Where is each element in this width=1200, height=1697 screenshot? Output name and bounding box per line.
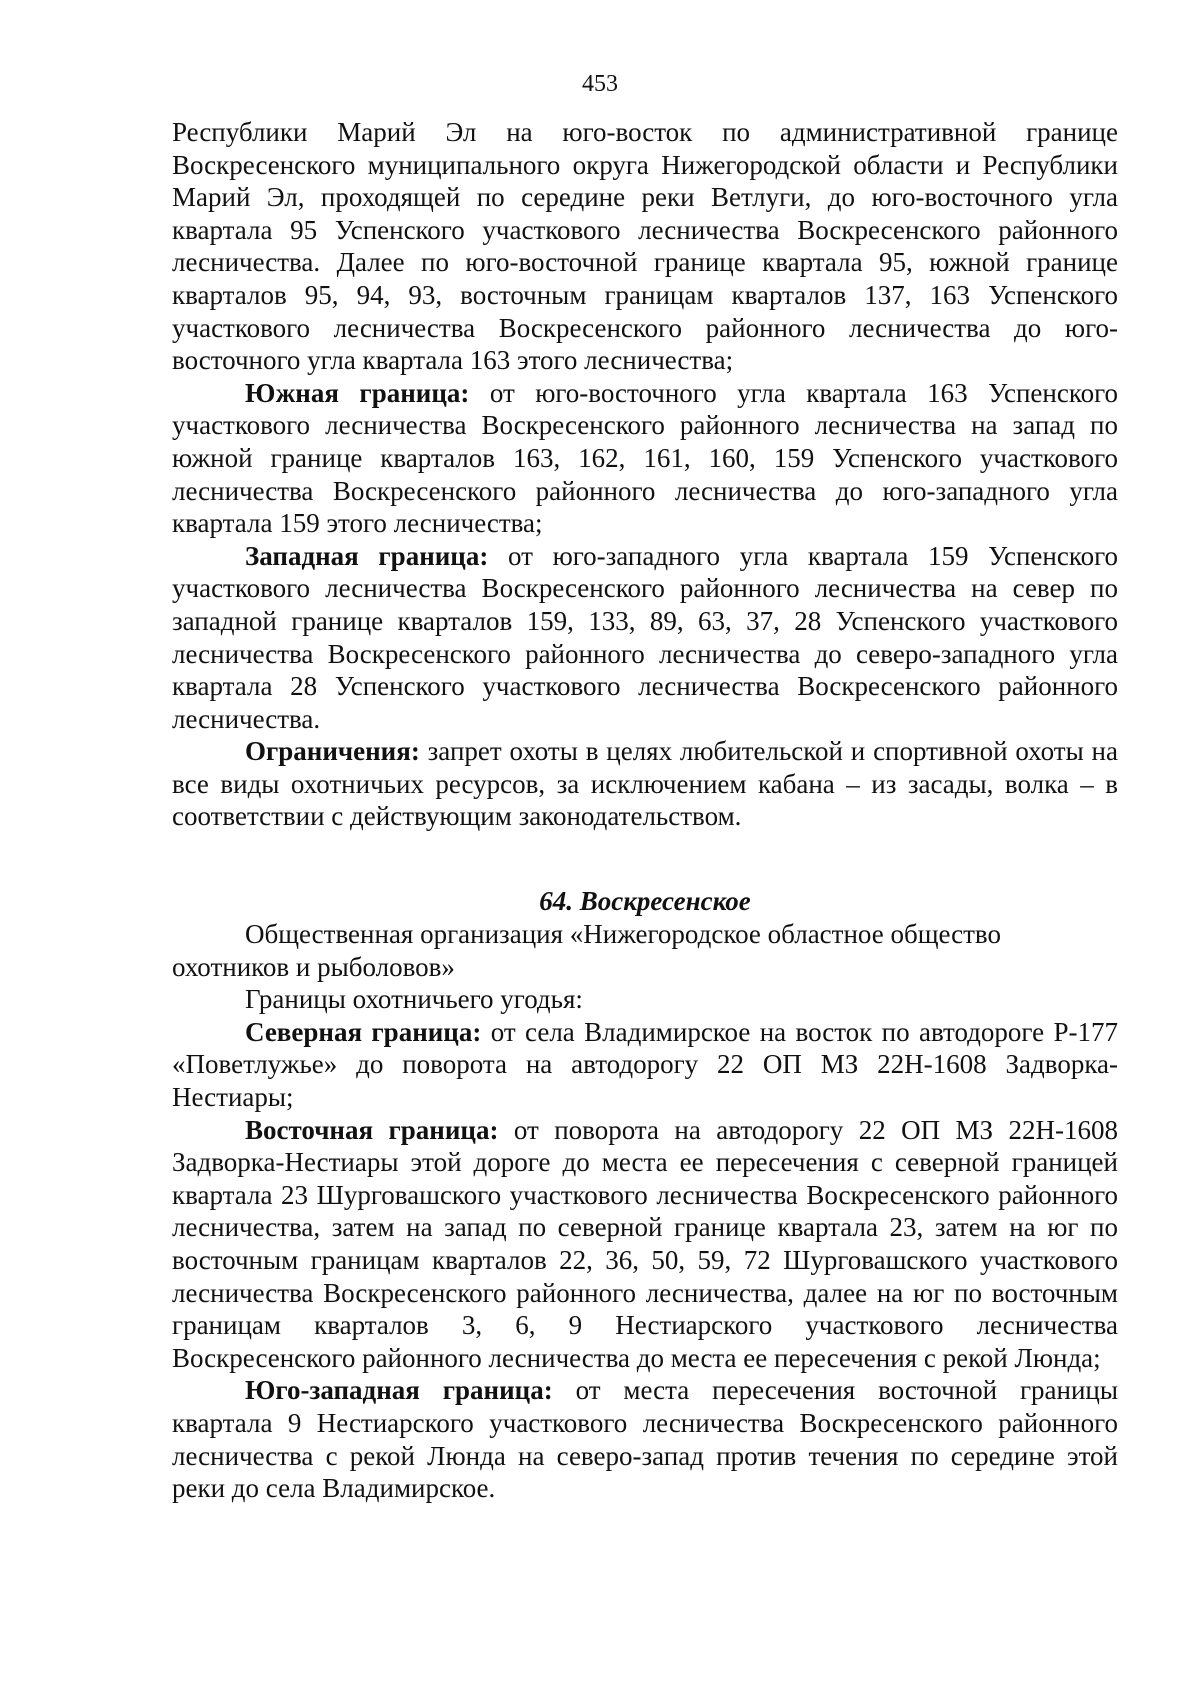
southwest-boundary-label: Юго-западная граница: bbox=[245, 1375, 553, 1406]
southwest-boundary-paragraph bbox=[172, 1374, 1118, 1504]
document-body bbox=[172, 116, 1118, 1505]
east-boundary-label: Восточная граница: bbox=[245, 1114, 499, 1145]
east-boundary-paragraph bbox=[172, 1114, 1118, 1375]
southwest-boundary-text: от места пересечения восточной границы квартала 9 Нестиарского участкового лесничества Воскресенского районного лесничества с рекой Люнда на северо-запад против течения по середине этой реки до села Владимирское. bbox=[172, 1375, 1118, 1504]
west-boundary-text: от юго-западного угла квартала 159 Успенского участкового лесничества Воскресенского районного лесничества на север по западной границе кварталов 159, 133, 89, 63, 37, 28 Успенского участкового лесничества Воскресенского районного лесничества до северо-западного угла квартала 28 Успенского участкового лесничества Воскресенского районного лесничества. bbox=[172, 540, 1118, 734]
restrictions-label: Ограничения: bbox=[245, 736, 420, 767]
section-63-intro-paragraph: Республики Марий Эл на юго-восток по административной границе Воскресенского муниципального округа Нижегородской области и Республики Марий Эл, проходящей по середине реки Ветлуги, до юго-восточного угла квартала 95 Успенского участкового лесничества Воскресенского районного лесничества. Далее по юго-восточной границе квартала 95, южной границе кварталов 95, 94, 93, восточным границам кварталов 137, 163 Успенского участкового лесничества Воскресенского районного лесничества до юго-восточного угла квартала 163 этого лесничества; bbox=[172, 117, 1118, 376]
page-number: 453 bbox=[582, 71, 618, 97]
east-boundary-text: от поворота на автодорогу 22 ОП МЗ 22Н-1608 Задворка-Нестиары этой дороге до места ее пересечения с северной границей квартала 23 Шурговашского участкового лесничества Воскресенского районного лесничества, затем на запад по северной границе квартала 23, затем на юг по восточным границам кварталов 22, 36, 50, 59, 72 Шурговашского участкового лесничества Воскресенского районного лесничества, далее на юг по восточным границам кварталов 3, 6, 9 Нестиарского участкового лесничества Воскресенского районного лесничества до места ее пересечения с рекой Люнда; bbox=[172, 1114, 1118, 1373]
organization-paragraph: Общественная организация «Нижегородское областное общество охотников и рыболовов» bbox=[172, 919, 1001, 982]
west-boundary-paragraph bbox=[172, 540, 1118, 736]
north-boundary-label: Северная граница: bbox=[245, 1016, 482, 1047]
section-64-heading: 64. Воскресенское bbox=[539, 886, 751, 917]
north-boundary-text: от села Владимирское на восток по автодороге Р-177 «Поветлужье» до поворота на автодорогу 22 ОП МЗ 22Н-1608 Задворка-Нестиары; bbox=[172, 1016, 1118, 1113]
west-boundary-label: Западная граница: bbox=[245, 540, 489, 571]
south-boundary-text: от юго-восточного угла квартала 163 Успенского участкового лесничества Воскресенского районного лесничества на запад по южной границе кварталов 163, 162, 161, 160, 159 Успенского участкового лесничества Воскресенского районного лесничества до юго-западного угла квартала 159 этого лесничества; bbox=[172, 377, 1118, 539]
boundaries-intro-paragraph: Границы охотничьего угодья: bbox=[245, 984, 583, 1015]
restrictions-text: запрет охоты в целях любительской и спортивной охоты на все виды охотничьих ресурсов, за исключением кабана – из засады, волка – в соответствии с действующим законодательством. bbox=[172, 736, 1118, 832]
restrictions-paragraph bbox=[172, 735, 1118, 833]
north-boundary-paragraph bbox=[172, 1016, 1118, 1114]
south-boundary-paragraph bbox=[172, 377, 1118, 540]
south-boundary-label: Южная граница: bbox=[245, 377, 470, 408]
